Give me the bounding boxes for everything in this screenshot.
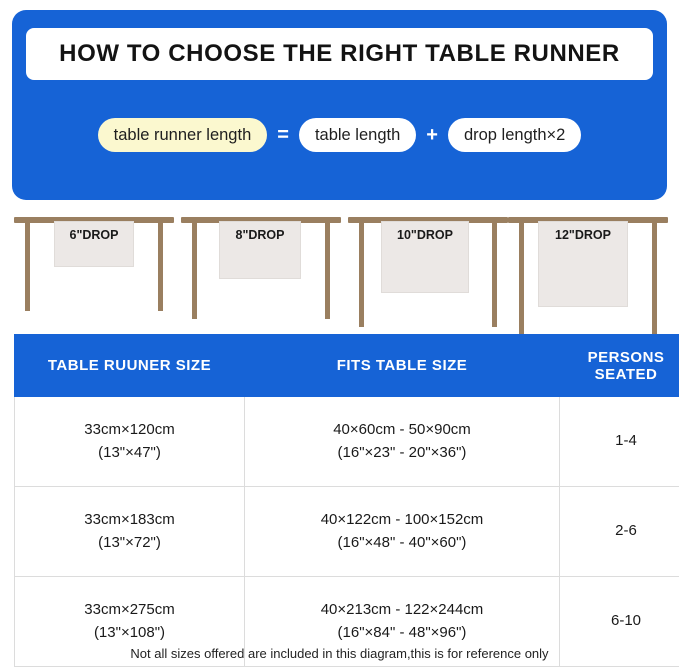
footnote: Not all sizes offered are included in this diagram,this is for reference only: [130, 646, 549, 661]
header-panel: [12, 10, 667, 200]
table-size-metric: 40×122cm - 100×152cm: [320, 511, 484, 528]
formula-equals-sign: =: [277, 124, 289, 146]
drop-label: 8"DROP: [235, 228, 285, 242]
cell-persons-seated: 1-4: [560, 397, 679, 487]
runner-drop-cloth: [381, 221, 469, 293]
table-leg-icon: [192, 223, 197, 319]
formula-row: [12, 118, 667, 152]
formula-plus-sign: +: [426, 124, 438, 146]
runner-size-metric: 33cm×120cm: [84, 421, 175, 438]
cell-persons-seated: 2-6: [560, 487, 679, 577]
table-leg-icon: [158, 223, 163, 311]
cell-fits-table-size: [245, 487, 560, 577]
formula-term-drop-length: drop length×2: [448, 118, 581, 152]
table-leg-icon: [25, 223, 30, 311]
table-size-imperial: (16"×84" - 48"×96"): [337, 623, 467, 641]
table-size-metric: 40×60cm - 50×90cm: [333, 421, 471, 438]
column-header-fits-table-size: FITS TABLE SIZE: [245, 335, 560, 397]
runner-drop-cloth: [219, 221, 301, 279]
runner-size-imperial: (13"×72"): [98, 533, 161, 551]
title-box: [26, 28, 653, 80]
table-row: [15, 397, 679, 487]
page-title: HOW TO CHOOSE THE RIGHT TABLE RUNNER: [59, 40, 620, 67]
runner-size-imperial: (13"×108"): [93, 623, 166, 641]
size-table: [14, 334, 679, 667]
formula-term-table-length: table length: [299, 118, 416, 152]
runner-size-imperial: (13"×47"): [98, 443, 161, 461]
drop-illustrations: [0, 205, 679, 330]
cell-persons-seated: 6-10: [560, 577, 679, 667]
table-size-imperial: (16"×48" - 40"×60"): [337, 533, 467, 551]
drop-label: 12"DROP: [555, 228, 611, 242]
cell-runner-size: [15, 487, 245, 577]
drop-illustration-8in: [181, 205, 341, 330]
table-header-row: [15, 335, 679, 397]
table-leg-icon: [492, 223, 497, 327]
drop-label: 6"DROP: [69, 228, 119, 242]
column-header-persons-seated: PERSONS SEATED: [560, 335, 679, 397]
table-leg-icon: [652, 223, 657, 335]
table-row: [15, 487, 679, 577]
table-size-metric: 40×213cm - 122×244cm: [320, 601, 484, 618]
drop-illustration-12in: [508, 205, 668, 330]
drop-illustration-10in: [348, 205, 508, 330]
runner-drop-cloth: [54, 221, 134, 267]
table-leg-icon: [519, 223, 524, 335]
table-leg-icon: [325, 223, 330, 319]
runner-size-metric: 33cm×275cm: [84, 601, 175, 618]
drop-illustration-6in: [14, 205, 174, 330]
runner-size-metric: 33cm×183cm: [84, 511, 175, 528]
formula-result-pill: table runner length: [98, 118, 268, 152]
runner-drop-cloth: [538, 221, 628, 307]
cell-fits-table-size: [245, 397, 560, 487]
table-size-imperial: (16"×23" - 20"×36"): [337, 443, 467, 461]
table-leg-icon: [359, 223, 364, 327]
column-header-runner-size: TABLE RUUNER SIZE: [15, 335, 245, 397]
cell-runner-size: [15, 397, 245, 487]
drop-label: 10"DROP: [397, 228, 453, 242]
